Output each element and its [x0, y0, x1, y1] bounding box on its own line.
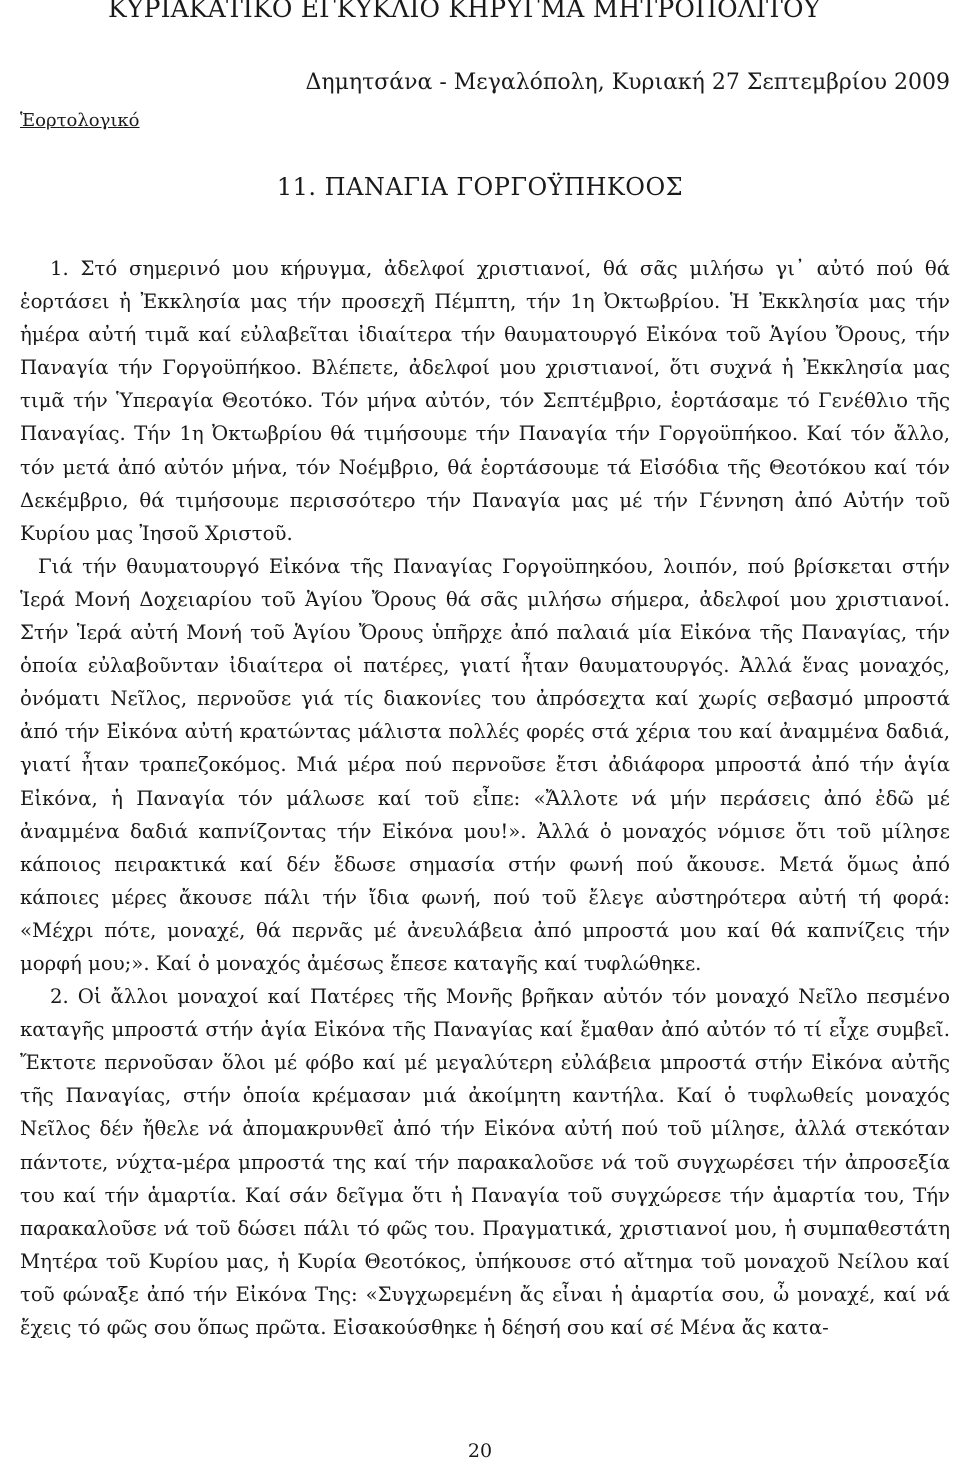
paragraph-2: Γιά τήν θαυματουργό Εἰκόνα τῆς Παναγίας Γοργοϋπηκόου, λοιπόν, πού βρίσκεται στήν Ἱερά Μονή Δοχειαρίου τοῦ Ἁγίου Ὄρους θά σᾶς μιλήσω σήμερα, ἀδελφοί μου χριστιανοί. Στήν Ἱερά αὐτή Μονή τοῦ Ἁγίου Ὄρους ὑπῆρχε ἀπό παλαιά μία Εἰκόνα τῆς Παναγίας, τήν ὁποία εὐλαβοῦνταν ἰδιαίτερα οἱ πατέρες, γιατί ἦταν θαυματουργός. Ἀλλά ἕνας μοναχός, ὀνόματι Νεῖλος, περνοῦσε γιά τίς διακονίες του ἀπρόσεχτα καί χωρίς σεβασμό μπροστά ἀπό τήν Εἰκόνα αὐτή κρατώντας μάλιστα πολλές φορές στά χέρια του καί ἀναμμένα δαδιά, γιατί ἦταν τραπεζοκόμος. Μιά μέρα πού περνοῦσε ἔτσι ἀδιάφορα μπροστά ἀπό τήν ἁγία Εἰκόνα, ἡ Παναγία τόν μάλωσε καί τοῦ εἶπε: «Ἄλλοτε νά μήν περάσεις ἀπό ἐδῶ μέ ἀναμμένα δαδιά καπνίζοντας τήν Εἰκόνα μου!». Ἀλλά ὁ μοναχός νόμισε ὅτι τοῦ μίλησε κάποιος πειρακτικά καί δέν ἔδωσε σημασία στήν φωνή πού ἄκουσε. Μετά ὅμως ἀπό κάποιες μέρες ἄκουσε πάλι τήν ἴδια φωνή, πού τοῦ ἔλεγε αὐστηρότερα αὐτή τή φορά: «Μέχρι πότε, μοναχέ, θά περνᾶς μέ ἀνευλάβεια ἀπό μπροστά μου καί θά καπνίζεις τήν μορφή μου;». Καί ὁ μοναχός ἀμέσως ἔπεσε καταγῆς καί τυφλώθηκε. — [20, 554, 950, 975]
dateline: Δημητσάνα - Μεγαλόπολη, Κυριακή 27 Σεπτεμβρίου 2009 — [305, 70, 950, 95]
paragraph-1: 1. Στό σημερινό μου κήρυγμα, ἀδελφοί χριστιανοί, θά σᾶς μιλήσω γι᾽ αὐτό πού θά ἑορτάσει ἡ Ἐκκλησία μας τήν προσεχῆ Πέμπτη, τήν 1η Ὀκτωβρίου. Ἡ Ἐκκλησία μας τήν ἡμέρα αὐτή τιμᾶ καί εὐλαβεῖται ἰδιαίτερα τήν θαυματουργό Εἰκόνα τοῦ Ἁγίου Ὄρους, τήν Παναγία τήν Γοργοϋπήκοο. Βλέπετε, ἀδελφοί μου χριστιανοί, ὅτι συχνά ἡ Ἐκκλησία μας τιμᾶ τήν Ὑπεραγία Θεοτόκο. Τόν μήνα αὐτόν, τόν Σεπτέμβριο, ἑορτάσαμε τό Γενέθλιο τῆς Παναγίας. Τήν 1η Ὀκτωβρίου θά τιμήσουμε τήν Παναγία τήν Γοργοϋπήκοο. Καί τόν ἄλλο, τόν μετά ἀπό αὐτόν μήνα, τόν Νοέμβριο, θά ἑορτάσουμε τά Εἰσόδια τῆς Θεοτόκου καί τόν Δεκέμβριο, θά τιμήσουμε περισσότερο τήν Παναγία μας μέ τήν Γέννηση ἀπό Αὐτήν τοῦ Κυρίου μας Ἰησοῦ Χριστοῦ. — [20, 257, 950, 545]
page-number: 20 — [467, 1440, 493, 1462]
chapter-title: 11. ΠΑΝΑΓΙΑ ΓΟΡΓΟΫΠΗΚΟΟΣ — [276, 173, 684, 201]
sermon-body — [20, 252, 950, 1344]
section-tag: Ἑορτολογικό — [20, 110, 140, 131]
running-head: ΚΥΡΙΑΚΑΤΙΚΟ ΕΓΚΥΚΛΙΟ ΚΗΡΥΓΜΑ ΜΗΤΡΟΠΟΛΙΤΟΥ — [108, 0, 821, 23]
paragraph-3: 2. Οἱ ἄλλοι μοναχοί καί Πατέρες τῆς Μονῆς βρῆκαν αὐτόν τόν μοναχό Νεῖλο πεσμένο καταγῆς μπροστά στήν ἁγία Εἰκόνα τῆς Παναγίας καί ἔμαθαν ἀπό αὐτόν τό τί εἶχε συμβεῖ. Ἔκτοτε περνοῦσαν ὅλοι μέ φόβο καί μέ μεγαλύτερη εὐλάβεια μπροστά στήν Εἰκόνα αὐτῆς τῆς Παναγίας, στήν ὁποία κρέμασαν μιά ἀκοίμητη καντήλα. Καί ὁ τυφλωθείς μοναχός Νεῖλος δέν ἤθελε νά ἀπομακρυνθεῖ ἀπό τήν Εἰκόνα αὐτή πού τοῦ μίλησε, ἀλλά στεκόταν πάντοτε, νύχτα-μέρα μπροστά της καί τήν παρακαλοῦσε νά τοῦ συγχωρέσει τήν ἀπροσεξία του καί τήν ἁμαρτία. Καί σάν δεῖγμα ὅτι ἡ Παναγία τοῦ συγχώρεσε τήν ἁμαρτία του, Τήν παρακαλοῦσε νά τοῦ δώσει πάλι τό φῶς του. Πραγματικά, χριστιανοί μου, ἡ συμπαθεστάτη Μητέρα τοῦ Κυρίου μας, ἡ Κυρία Θεοτόκος, ὑπήκουσε στό αἴτημα τοῦ μοναχοῦ Νείλου καί τοῦ φώναξε ἀπό τήν Εἰκόνα Της: «Συγχωρεμένη ἄς εἶναι ἡ ἁμαρτία σου, ὦ μοναχέ, καί νά ἔχεις τό φῶς σου ὅπως πρῶτα. Εἰσακούσθηκε ἡ δέησή σου καί σέ Μένα ἄς κατα- — [20, 985, 950, 1339]
